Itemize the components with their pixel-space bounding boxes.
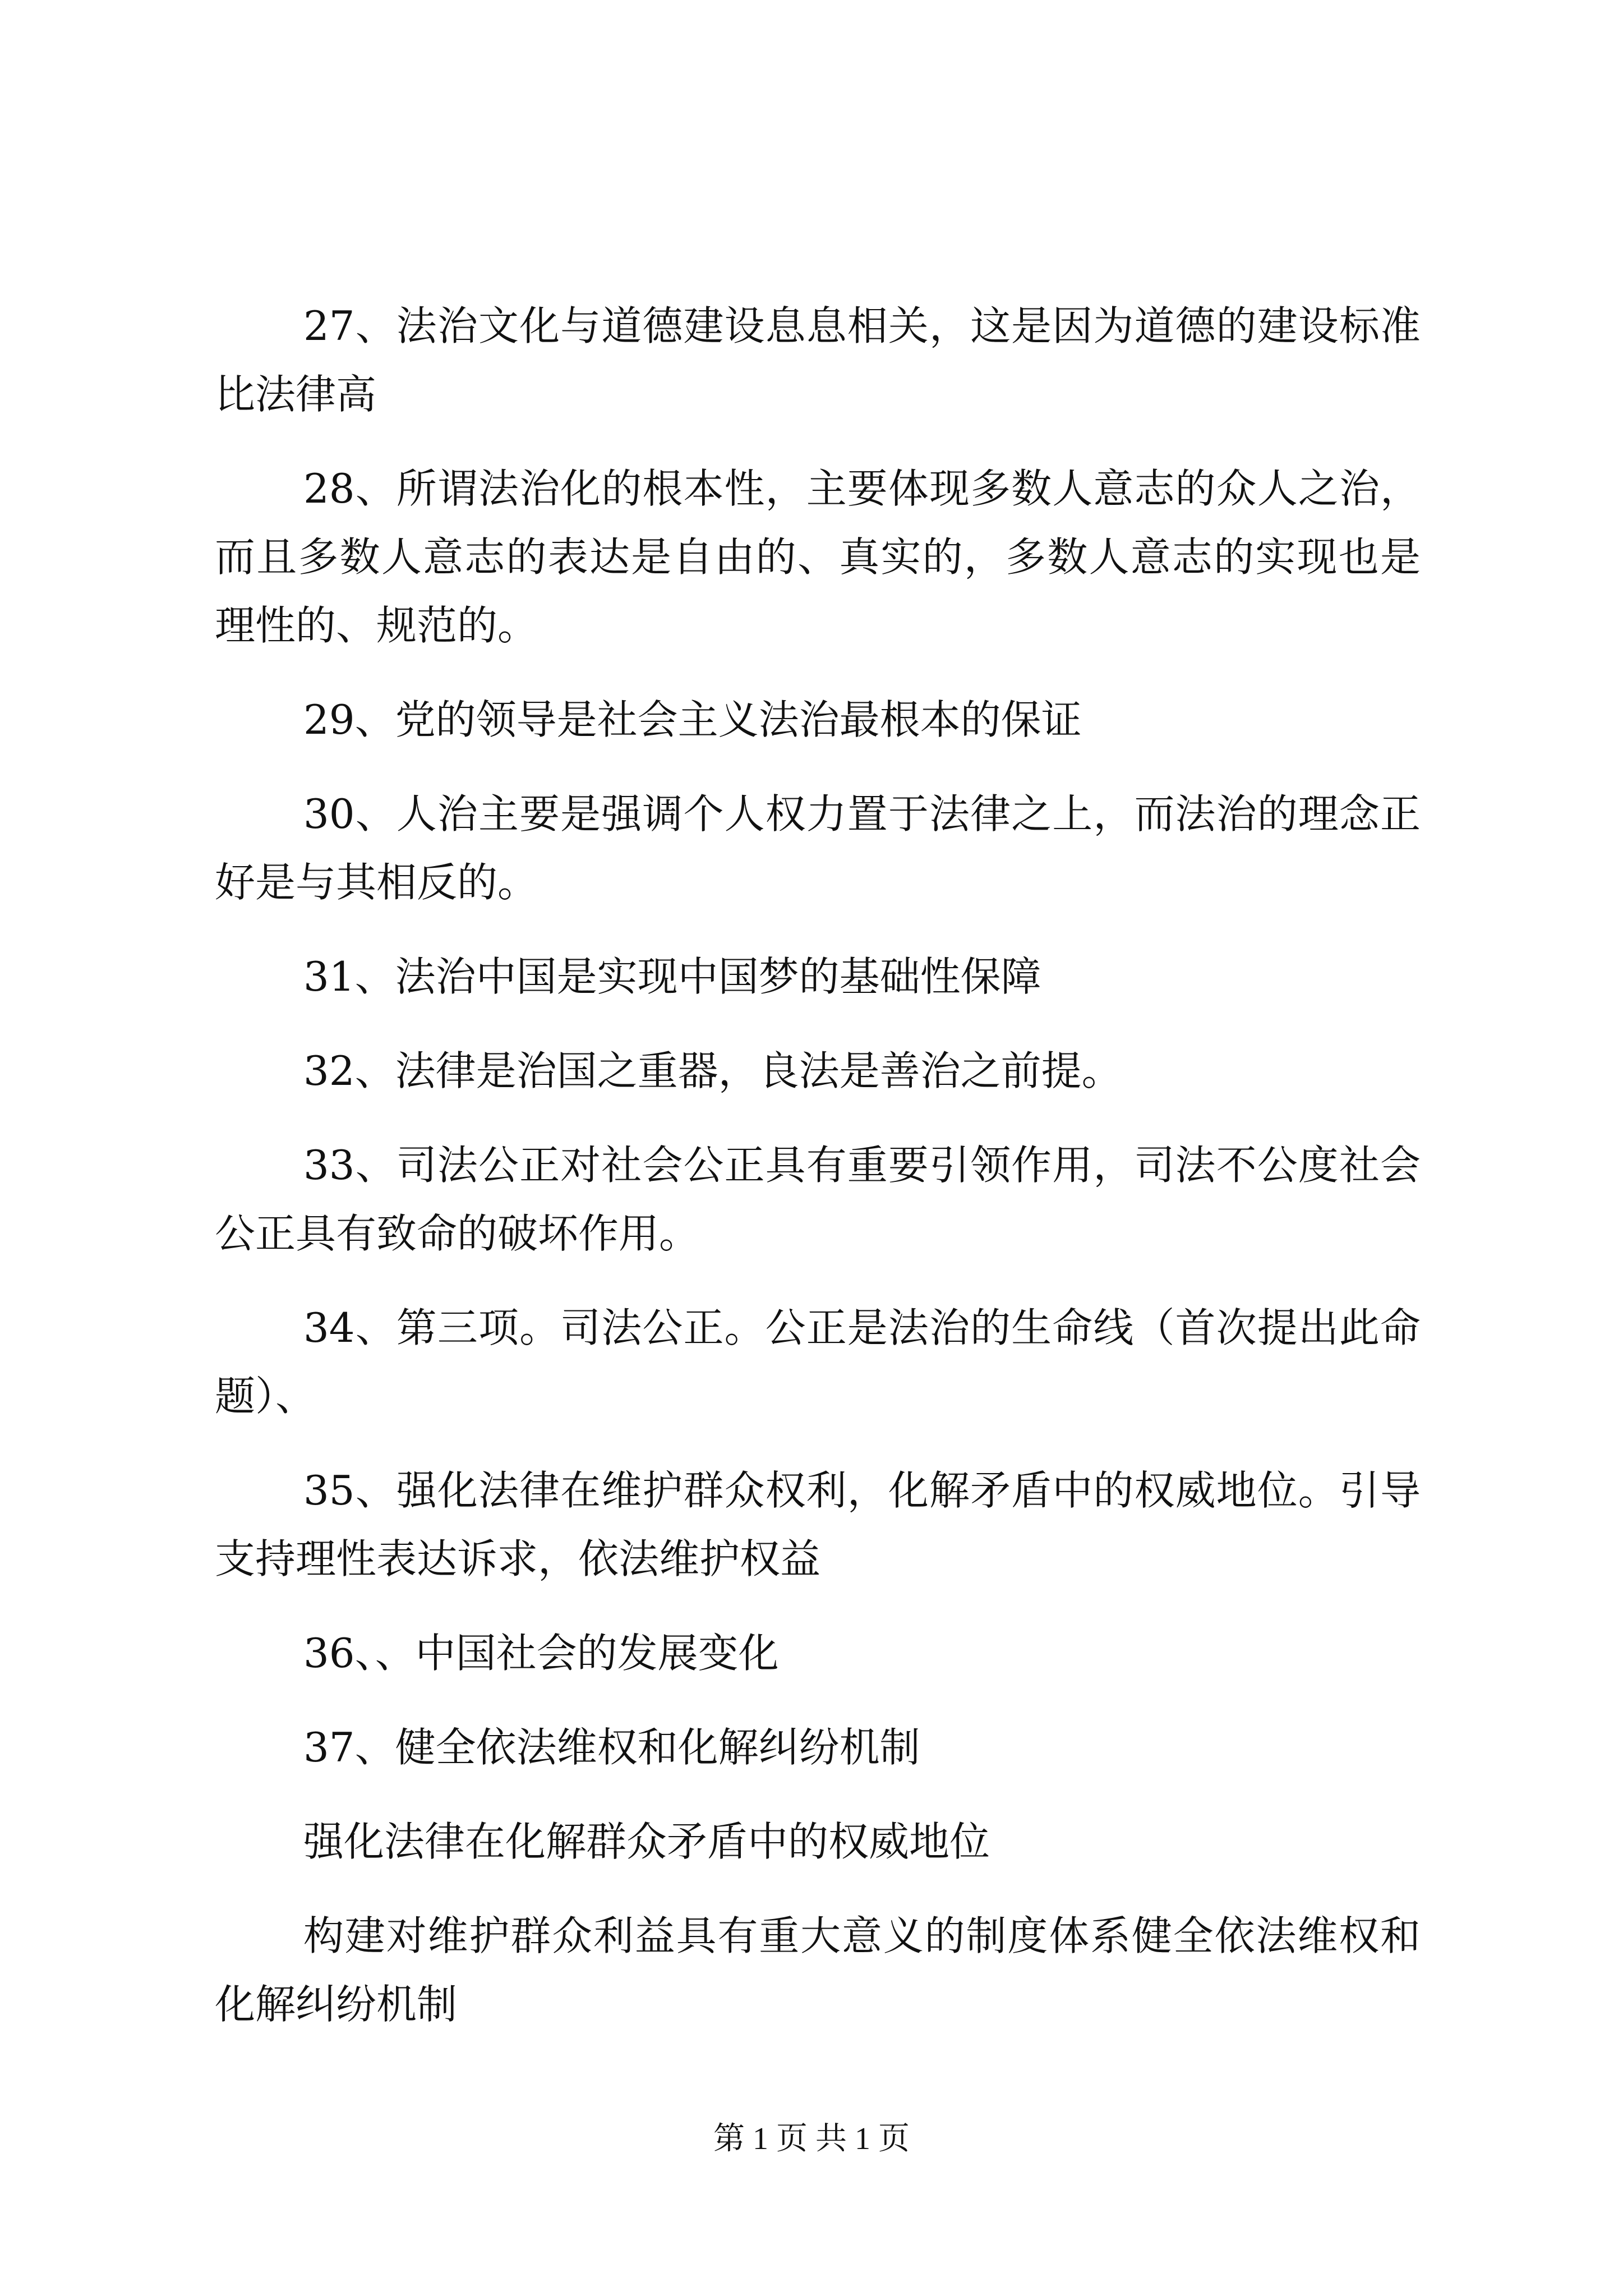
paragraph-32: 32、法律是治国之重器，良法是善治之前提。 <box>303 1047 1122 1094</box>
document-body <box>215 292 1421 2064</box>
paragraph-34: 34、第三项。司法公正。公正是法治的生命线（首次提出此命题）、 <box>215 1304 1421 1420</box>
paragraph-35: 35、强化法律在维护群众权利，化解矛盾中的权威地位。引导支持理性表达诉求，依法维护权益 <box>215 1467 1421 1582</box>
paragraph-system: 构建对维护群众利益具有重大意义的制度体系健全依法维权和化解纠纷机制 <box>215 1912 1421 2028</box>
paragraph-30: 30、人治主要是强调个人权力置于法律之上，而法治的理念正好是与其相反的。 <box>215 790 1421 906</box>
paragraph-37: 37、健全依法维权和化解纠纷机制 <box>303 1724 920 1771</box>
paragraph-authority: 强化法律在化解群众矛盾中的权威地位 <box>303 1818 990 1865</box>
paragraph-27: 27、法治文化与道德建设息息相关，这是因为道德的建设标准比法律高 <box>215 302 1421 418</box>
page-footer: 第 1 页 共 1 页 <box>713 2122 910 2156</box>
paragraph-36: 36、、中国社会的发展变化 <box>303 1630 779 1677</box>
paragraph-33: 33、司法公正对社会公正具有重要引领作用，司法不公度社会公正具有致命的破坏作用。 <box>215 1142 1421 1257</box>
paragraph-29: 29、党的领导是社会主义法治最根本的保证 <box>303 696 1082 743</box>
paragraph-31: 31、法治中国是实现中国梦的基础性保障 <box>303 953 1041 1000</box>
paragraph-28: 28、所谓法治化的根本性，主要体现多数人意志的众人之治，而且多数人意志的表达是自由的、真实的，多数人意志的实现也是理性的、规范的。 <box>215 465 1421 649</box>
